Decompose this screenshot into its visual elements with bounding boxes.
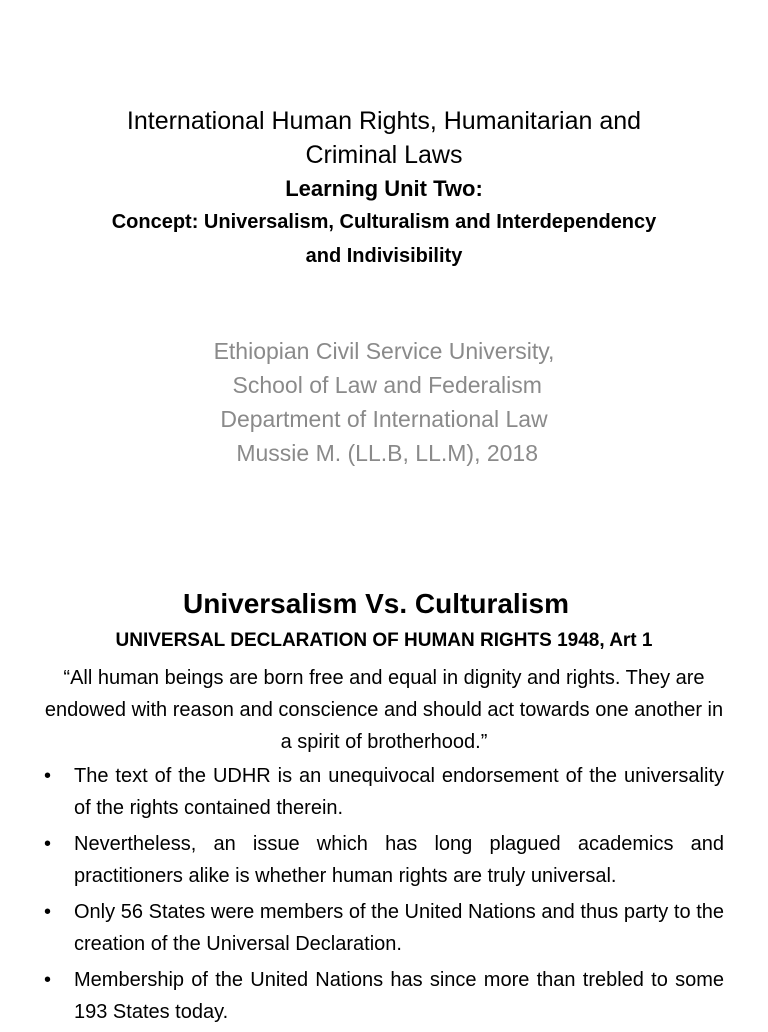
unit-title: Learning Unit Two: [285, 176, 483, 201]
concept-line-2: and Indivisibility [305, 245, 463, 267]
article-quote: “All human beings are born free and equal in dignity and rights. They are endowed with reason and conscience and should act towards one another in a spirit of brotherhood.” [44, 667, 724, 753]
content-slide [0, 560, 768, 1024]
subtitle-block [60, 334, 708, 470]
bullet-text: Membership of the United Nations has since more than trebled to some 193 States today. [74, 969, 724, 1023]
bullet-item [44, 760, 724, 824]
department-line: Department of International Law [220, 406, 548, 432]
bullet-icon: • [44, 969, 52, 991]
author-line: Mussie M. (LL.B, LL.M), 2018 [229, 440, 539, 466]
institution-line: Ethiopian Civil Service University, [213, 338, 555, 364]
bullet-icon: • [44, 901, 52, 923]
bullet-item [44, 964, 724, 1028]
bullet-list [44, 760, 724, 1032]
bullet-text: Only 56 States were members of the United Nations and thus party to the creation of the Universal Declaration. [74, 901, 724, 955]
bullet-text: Nevertheless, an issue which has long plagued academics and practitioners alike is whether human rights are truly universal. [74, 833, 724, 887]
declaration-heading: UNIVERSAL DECLARATION OF HUMAN RIGHTS 1948, Art 1 [115, 630, 653, 651]
bullet-item [44, 828, 724, 892]
slide-title: Universalism Vs. Culturalism [183, 588, 569, 619]
course-title-line-1: International Human Rights, Humanitarian and [126, 107, 642, 135]
bullet-item [44, 896, 724, 960]
course-title-line-2: Criminal Laws [305, 141, 463, 169]
bullet-icon: • [44, 765, 52, 787]
bullet-text: The text of the UDHR is an unequivocal endorsement of the universality of the rights contained therein. [74, 765, 724, 819]
bullet-icon: • [44, 833, 52, 855]
school-line: School of Law and Federalism [226, 372, 542, 398]
concept-line-1: Concept: Universalism, Culturalism and Interdependency [111, 211, 657, 233]
title-block [40, 104, 728, 272]
